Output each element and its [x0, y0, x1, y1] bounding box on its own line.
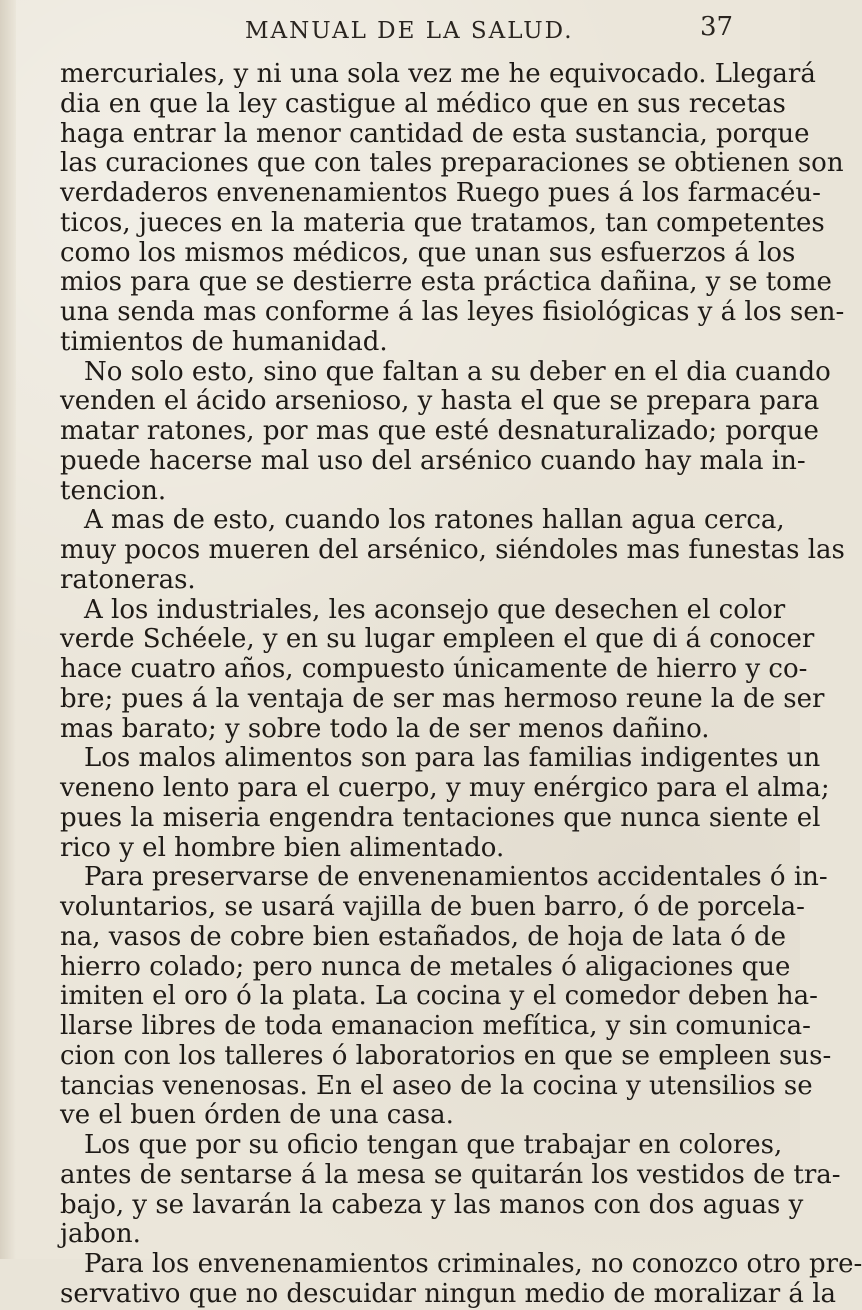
text-line: servativo que no descuidar ningun medio de moralizar á la [60, 1278, 837, 1309]
text-line: tancias venenosas. En el aseo de la cocina y utensilios se [60, 1070, 813, 1101]
text-line: bajo, y se lavarán la cabeza y las manos con dos aguas y [60, 1189, 804, 1220]
text-line: haga entrar la menor cantidad de esta sustancia, porque [60, 118, 810, 149]
text-line: una senda mas conforme á las leyes fisiológicas y á los sen- [60, 297, 845, 327]
text-line: voluntarios, se usará vajilla de buen barro, ó de porcela- [60, 892, 805, 922]
text-line: Los malos alimentos son para las familias indigentes un [84, 743, 821, 774]
body-text [60, 59, 862, 1310]
text-line: Para preservarse de envenenamientos accidentales ó in- [84, 862, 828, 893]
page-header [0, 12, 800, 58]
text-line: tencion. [60, 475, 167, 506]
text-line: na, vasos de cobre bien estañados, de hoja de lata ó de [60, 921, 787, 952]
text-line: como los mismos médicos, que unan sus esfuerzos á los [60, 237, 796, 268]
text-line: hierro colado; pero nunca de metales ó aligaciones que [60, 951, 791, 982]
text-line: ratoneras. [60, 564, 196, 595]
text-line: mios para que se destierre esta práctica dañina, y se tome [60, 267, 832, 298]
page-number: 37 [700, 12, 734, 42]
text-line: hace cuatro años, compuesto únicamente de hierro y co- [60, 654, 808, 684]
text-line: verdaderos envenenamientos Ruego pues á los farmacéu- [60, 178, 821, 208]
running-head: MANUAL DE LA SALUD. [245, 18, 574, 44]
text-line: ticos, jueces en la materia que tratamos, tan competentes [60, 207, 825, 238]
text-line: puede hacerse mal uso del arsénico cuando hay mala in- [60, 445, 806, 476]
text-line: pues la miseria engendra tentaciones que nunca siente el [60, 802, 821, 833]
text-line: rico y el hombre bien alimentado. [60, 832, 505, 863]
text-line: timientos de humanidad. [60, 326, 388, 357]
text-line: antes de sentarse á la mesa se quitarán los vestidos de tra- [60, 1159, 841, 1190]
text-line: A mas de esto, cuando los ratones hallan agua cerca, [84, 505, 785, 536]
text-line: A los industriales, les aconsejo que desechen el color [84, 594, 786, 625]
text-line: muy pocos mueren del arsénico, siéndoles mas funestas las [60, 535, 845, 565]
text-line: venden el ácido arsenioso, y hasta el que se prepara para [60, 386, 820, 417]
text-line: jabon. [60, 1219, 141, 1250]
text-line: mas barato; y sobre todo la de ser menos dañino. [60, 713, 710, 744]
page-gutter [0, 0, 16, 1259]
text-line: bre; pues á la ventaja de ser mas hermoso reune la de ser [60, 683, 825, 714]
text-line: dia en que la ley castigue al médico que en sus recetas [60, 88, 786, 119]
text-line: las curaciones que con tales preparaciones se obtienen son [60, 148, 844, 179]
text-line: veneno lento para el cuerpo, y muy enérgico para el alma; [60, 773, 830, 803]
text-line: Los que por su oficio tengan que trabajar en colores, [84, 1130, 783, 1160]
text-line: matar ratones, por mas que esté desnaturalizado; porque [60, 416, 819, 446]
text-line: cion con los talleres ó laboratorios en que se empleen sus- [60, 1040, 832, 1071]
text-line: llarse libres de toda emanacion mefítica, y sin comunica- [60, 1011, 811, 1041]
text-line: imiten el oro ó la plata. La cocina y el comedor deben ha- [60, 981, 818, 1012]
text-line: ve el buen órden de una casa. [60, 1100, 454, 1131]
text-line: verde Schéele, y en su lugar empleen el que di á conocer [60, 624, 815, 655]
text-line: mercuriales, y ni una sola vez me he equivocado. Llegará [60, 59, 816, 89]
text-line: No solo esto, sino que faltan a su deber en el dia cuando [84, 356, 831, 387]
text-line: Para los envenenamientos criminales, no conozco otro pre- [84, 1249, 862, 1279]
